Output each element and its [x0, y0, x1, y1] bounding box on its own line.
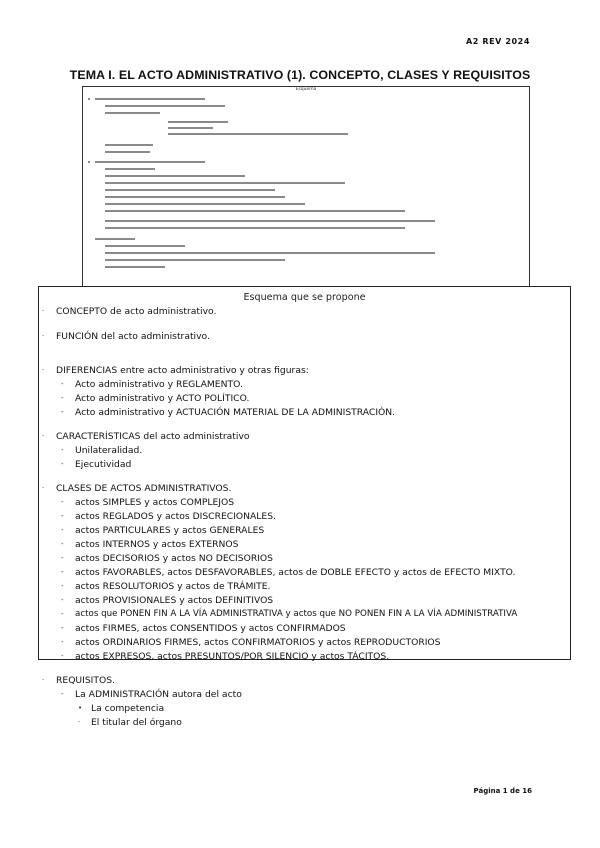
dash-icon: -	[61, 610, 64, 618]
bullet-icon: ·	[42, 432, 45, 440]
bullet-icon: ·	[42, 366, 45, 374]
clases-item: actos PARTICULARES y actos GENERALES	[75, 525, 265, 536]
requisitos-sub: La ADMINISTRACIÓN autora del acto	[75, 689, 242, 700]
dash-icon: -	[61, 554, 64, 562]
mini-bullet	[88, 161, 90, 163]
requisitos-item: El titular del órgano	[91, 717, 182, 728]
dash-icon: -	[61, 638, 64, 646]
mini-bullet	[88, 98, 90, 100]
caracteristicas-item: Unilateralidad.	[75, 445, 143, 456]
bullet-icon: ·	[78, 718, 81, 726]
concepto-item: CONCEPTO de acto administrativo.	[56, 306, 217, 317]
document-title: TEMA I. EL ACTO ADMINISTRATIVO (1). CONCEPTO, CLASES Y REQUISITOS	[69, 68, 531, 82]
requisitos-item: La competencia	[91, 703, 165, 714]
dash-icon: -	[61, 526, 64, 534]
dash-icon: -	[61, 582, 64, 590]
clases-item: actos FIRMES, actos CONSENTIDOS y actos CONFIRMADOS	[75, 623, 346, 634]
clases-item: actos PROVISIONALES y actos DEFINITIVOS	[75, 595, 274, 606]
clases-heading: CLASES DE ACTOS ADMINISTRATIVOS.	[56, 483, 232, 494]
bullet-icon: ·	[42, 332, 45, 340]
caracteristicas-item: Ejecutividad	[75, 459, 132, 470]
bullet-icon: ·	[42, 484, 45, 492]
mini-scheme-image	[82, 86, 530, 287]
bullet-icon: ·	[42, 307, 45, 315]
revision-label: A2 REV 2024	[465, 37, 530, 46]
requisitos-heading: REQUISITOS.	[56, 675, 115, 686]
diferencias-item: Acto administrativo y ACTO POLÍTICO.	[75, 393, 250, 404]
diferencias-item: Acto administrativo y ACTUACIÓN MATERIAL DE LA ADMINISTRACIÓN.	[75, 407, 396, 418]
clases-item: actos SIMPLES y actos COMPLEJOS	[75, 497, 235, 508]
dash-icon: -	[61, 568, 64, 576]
clases-item: actos EXPRESOS, actos PRESUNTOS/POR SILENCIO y actos TÁCITOS.	[75, 651, 390, 662]
diferencias-item: Acto administrativo y REGLAMENTO.	[75, 379, 243, 390]
dash-icon: -	[61, 512, 64, 520]
caracteristicas-heading: CARACTERÍSTICAS del acto administrativo	[56, 431, 250, 442]
dash-icon: -	[61, 596, 64, 604]
dash-icon: -	[61, 624, 64, 632]
dash-icon: -	[61, 460, 64, 468]
clases-item: actos ORDINARIOS FIRMES, actos CONFIRMATORIOS y actos REPRODUCTORIOS	[75, 637, 441, 648]
clases-item: actos FAVORABLES, actos DESFAVORABLES, actos de DOBLE EFECTO y actos de EFECTO MIXTO.	[75, 567, 516, 578]
diferencias-heading: DIFERENCIAS entre acto administrativo y otras figuras:	[56, 365, 309, 376]
mini-scheme-heading: Esquema	[295, 87, 317, 92]
clases-item: actos que PONEN FIN A LA VÍA ADMINISTRATIVA y actos que NO PONEN FIN A LA VÍA ADMINISTRATIVA	[75, 609, 518, 619]
clases-item: actos RESOLUTORIOS y actos de TRÁMITE.	[75, 581, 271, 592]
clases-item: actos INTERNOS y actos EXTERNOS	[75, 539, 239, 550]
dash-icon: -	[61, 446, 64, 454]
dash-icon: -	[61, 540, 64, 548]
clases-item: actos REGLADOS y actos DISCRECIONALES.	[75, 511, 276, 522]
dash-icon: -	[61, 394, 64, 402]
dash-icon: -	[61, 408, 64, 416]
bullet-icon: •	[78, 704, 83, 712]
dash-icon: -	[61, 498, 64, 506]
dash-icon: -	[61, 652, 64, 660]
scheme-heading: Esquema que se propone	[243, 292, 366, 303]
clases-item: actos DECISORIOS y actos NO DECISORIOS	[75, 553, 273, 564]
page-number: Página 1 de 16	[473, 787, 532, 795]
dash-icon: -	[61, 380, 64, 388]
dash-icon: -	[61, 690, 64, 698]
funcion-item: FUNCIÓN del acto administrativo.	[56, 331, 210, 342]
bullet-icon: ·	[42, 676, 45, 684]
